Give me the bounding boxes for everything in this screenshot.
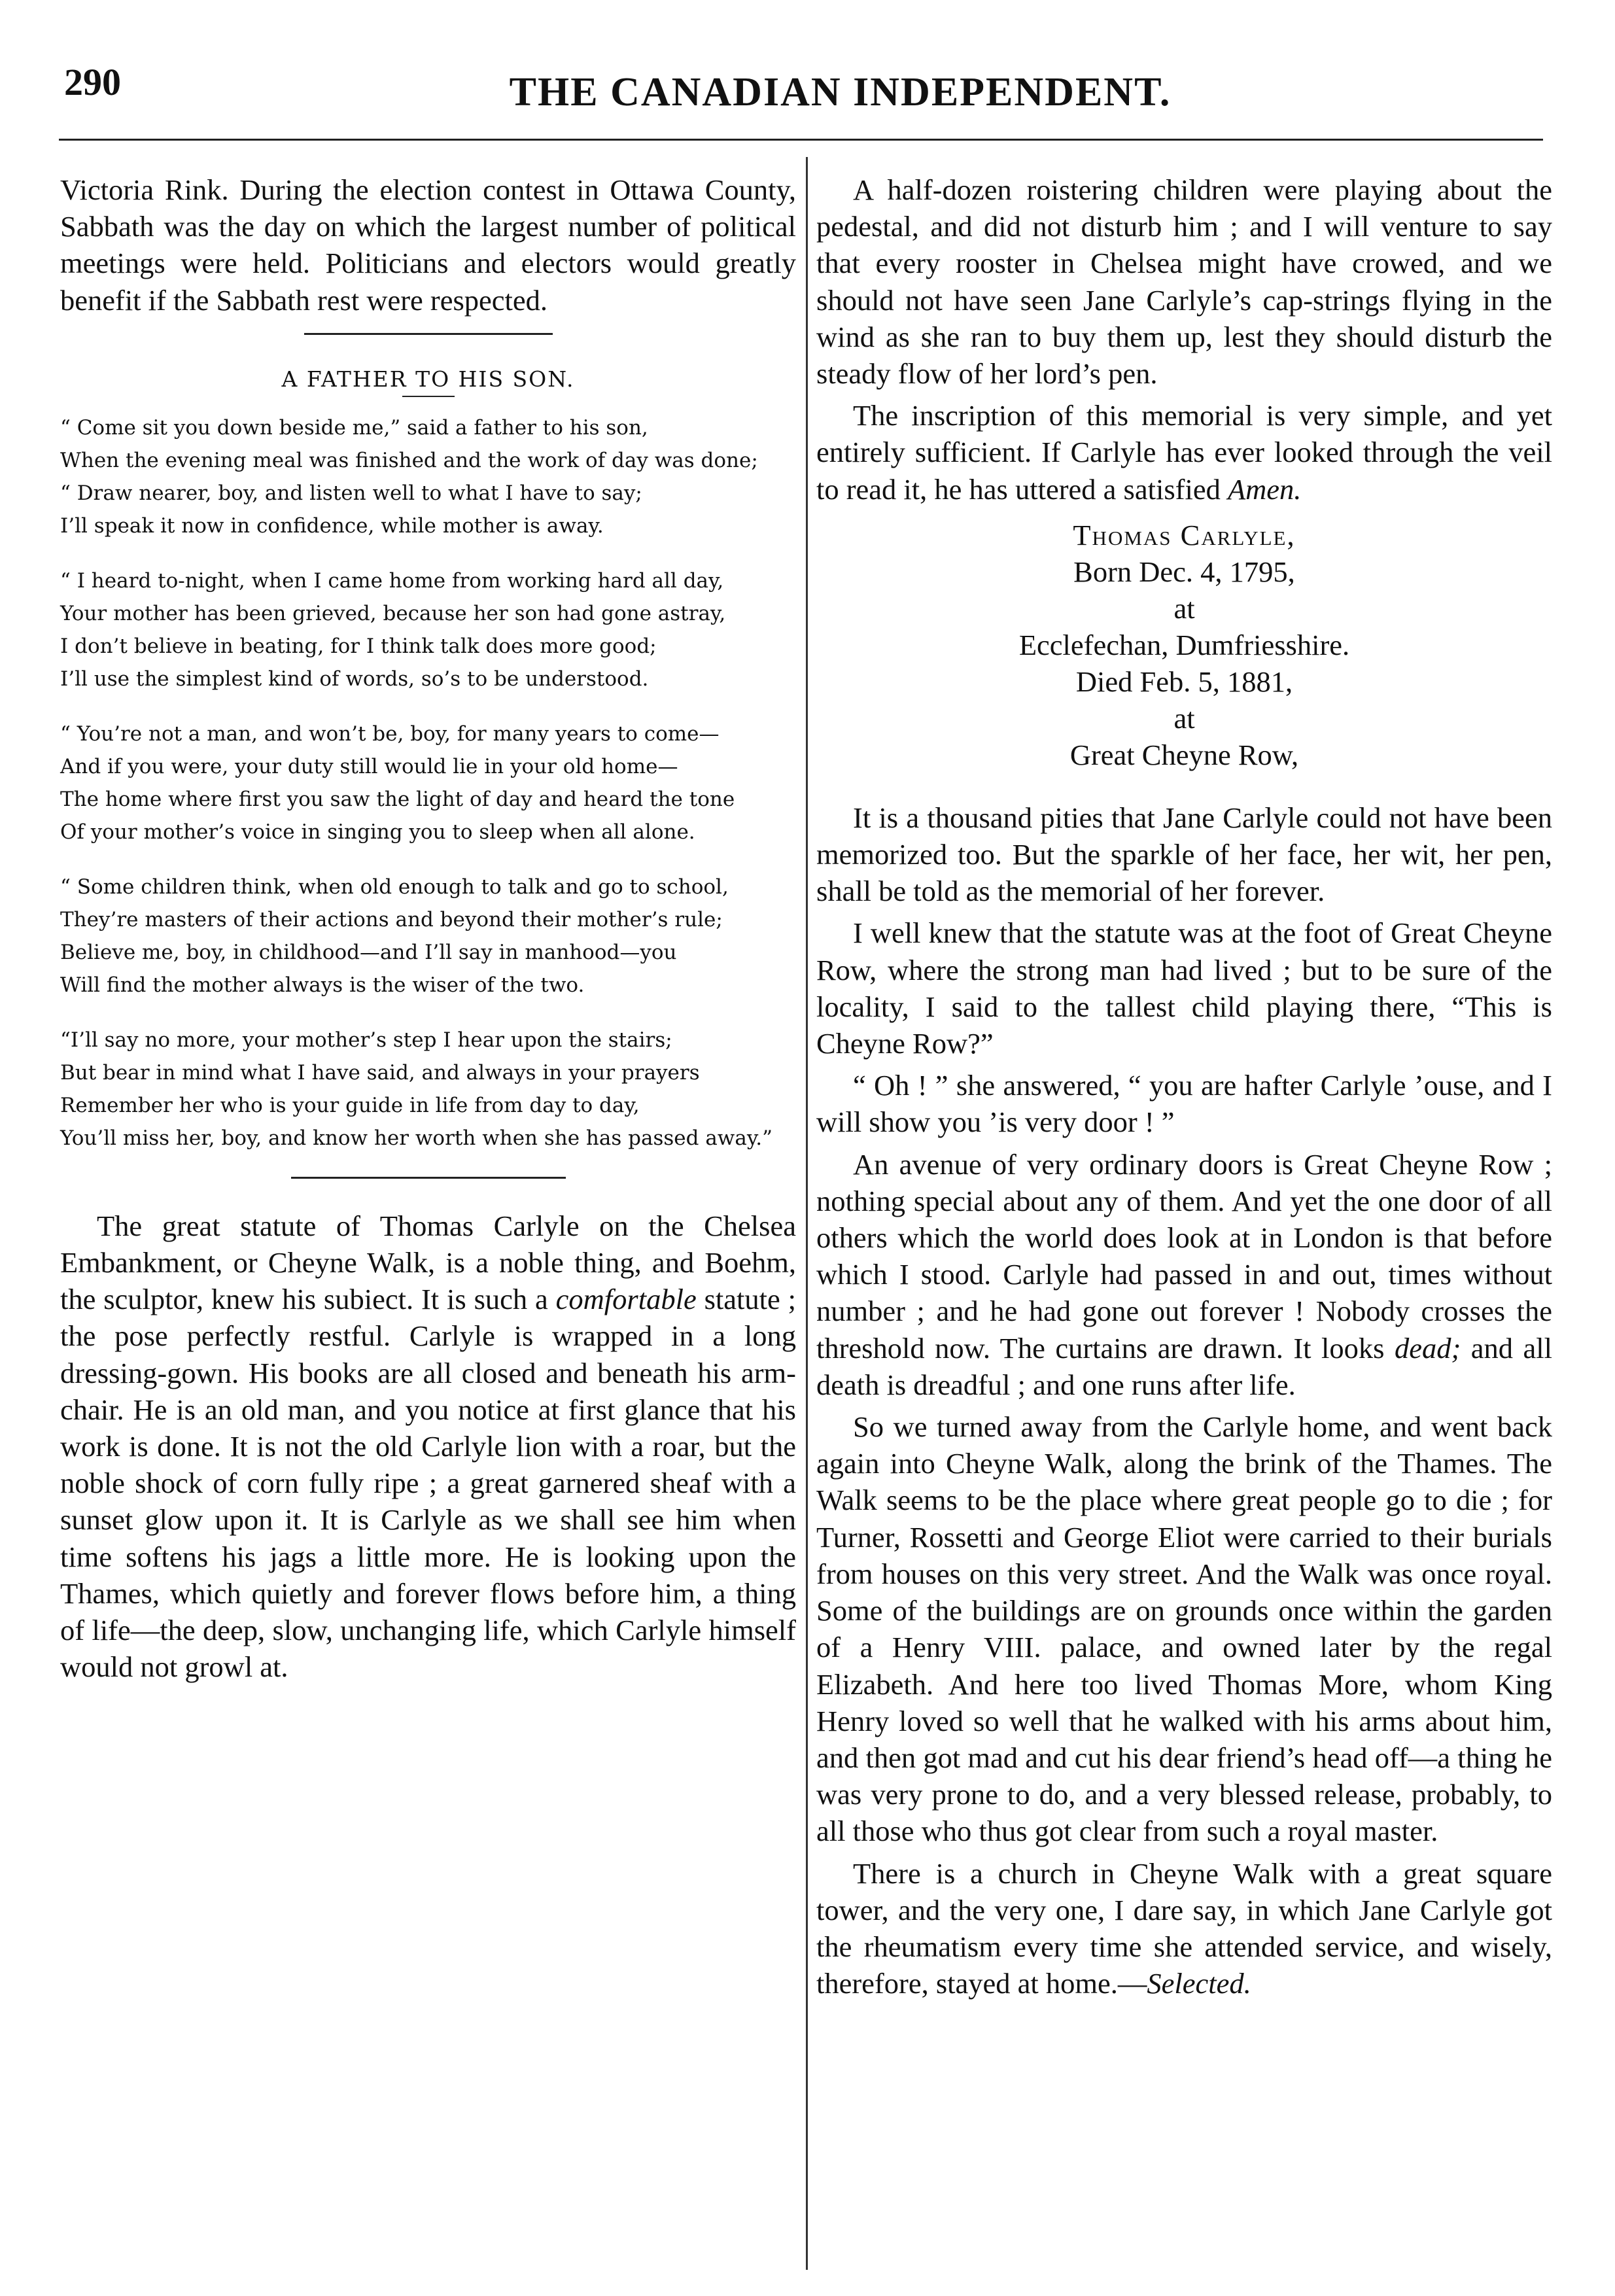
oh-paragraph: “ Oh ! ” she answered, “ you are hafter Carlyle ’ouse, and I will show you ’is very door ! ” (816, 1069, 1552, 1139)
verse-line: But bear in mind what I have said, and always in your prayers (60, 1060, 700, 1085)
italic-text: Selected. (1147, 1967, 1251, 2000)
italic-text: dead; (1394, 1331, 1461, 1365)
poem (60, 411, 796, 1155)
verse-line: Your mother has been grieved, because her son had gone astray, (60, 601, 726, 625)
knew-paragraph: I well knew that the statute was at the foot of Great Cheyne Row, where the strong man had lived ; but to be sure of the locality, I said to the tallest child playing there, “This is Cheyne Row?” (816, 916, 1552, 1060)
poem-stanza (60, 565, 796, 695)
verse-line: You’ll miss her, boy, and know her worth when she has passed away.” (60, 1126, 773, 1150)
church-paragraph (816, 1855, 1552, 2002)
verse-line: And if you were, your duty still would lie in your old home— (60, 754, 678, 778)
text-run: statute ; the pose perfectly restful. Carlyle is wrapped in a long dressing-gown. His books are all closed and beneath his arm-chair. He is an old man, and you notice at first glance that his work is done. It is not the old Carlyle lion with a roar, but the noble shock of corn fully ripe ; a great garnered sheaf with a sunset glow upon it. It is Carlyle as we shall see him when time softens his jags a little more. He is looking upon the Thames, which quietly and forever flows before him, a thing of life—the deep, slow, unchanging life, which Carlyle himself would not growl at. (60, 1283, 796, 1684)
memorial-line: Died Feb. 5, 1881, (1075, 665, 1293, 698)
memorial-inscription (816, 517, 1552, 773)
verse-line: I don’t believe in beating, for I think talk does more good; (60, 634, 657, 658)
title-rule (402, 396, 455, 397)
carlyle-statue-paragraph (60, 1208, 796, 1686)
verse-line: When the evening meal was finished and the work of day was done; (60, 448, 758, 472)
poem-stanza (60, 1024, 796, 1155)
text-run: The inscription of this memorial is very simple, and yet entirely sufficient. If Carlyle has ever looked through the veil to read it, he has uttered a satisfied (816, 399, 1552, 506)
running-title: THE CANADIAN INDEPENDENT. (509, 70, 1172, 114)
poem-title: A FATHER TO HIS SON. (281, 366, 575, 392)
right-column (816, 171, 1552, 2007)
verse-line: “ Draw nearer, boy, and listen well to what I have to say; (60, 481, 642, 505)
memorial-line: at (1173, 701, 1195, 735)
turned-paragraph: So we turned away from the Carlyle home, and went back again into Cheyne Walk, along the brink of the Thames. The Walk seems to be the place where great people go to die ; for Turner, Rossetti and George Eliot were carried to their burials from houses on this very street. And the Walk was once royal. Some of the buildings are on grounds once within the garden of a Henry VIII. palace, and owned later by the regal Elizabeth. And here too lived Thomas More, whom King Henry loved so well that he walked with his arms about him, and then got mad and cut his dear friend’s head off—a thing he was very prone to do, and a very blessed release, probably, to all those who thus got clear from such a royal master. (816, 1410, 1552, 1848)
text-run: An avenue of very ordinary doors is Great Cheyne Row ; nothing special about any of them. And yet the one door of all others which the world does look at in London is that before which I stood. Carlyle had passed in and out, times without number ; and he had gone out forever ! Nobody crosses the threshold now. The curtains are drawn. It looks (816, 1147, 1552, 1365)
text-run: and all death is dreadful ; and one runs after life. (816, 1331, 1552, 1401)
text-run: The great statute of Thomas Carlyle on the Chelsea Embankment, or Cheyne Walk, is a noble thing, and Boehm, the sculptor, knew his subiect. It is such a (60, 1209, 796, 1316)
verse-line: “ You’re not a man, and won’t be, boy, for many years to come— (60, 722, 720, 746)
memorial-line: Born Dec. 4, 1795, (1073, 555, 1295, 588)
intro-paragraph: Victoria Rink. During the election contest in Ottawa County, Sabbath was the day on which the largest number of political meetings were held. Politicians and electors would greatly benefit if the Sabbath rest were respected. (60, 173, 796, 317)
children-paragraph: A half-dozen roistering children were playing about the pedestal, and did not disturb him ; and I will venture to say that every rooster in Chelsea might have crowed, and we should not have seen Jane Carlyle’s cap-strings flying in the wind as she ran to buy them up, lest they should disturb the steady flow of her lord’s pen. (816, 173, 1552, 391)
memorial-line: Thomas Carlyle, (1073, 518, 1296, 551)
verse-line: Remember her who is your guide in life from day to day, (60, 1093, 640, 1117)
verse-line: “ Some children think, when old enough to talk and go to school, (60, 875, 729, 899)
header-rule (59, 139, 1543, 141)
verse-line: Believe me, boy, in childhood—and I’ll say in manhood—you (60, 940, 677, 964)
section-rule (291, 1177, 566, 1179)
verse-line: The home where first you saw the light of day and heard the tone (60, 787, 735, 811)
inscription-paragraph (816, 397, 1552, 508)
verse-line: Of your mother’s voice in singing you to sleep when all alone. (60, 820, 695, 844)
page-header (59, 60, 1543, 126)
memorial-line: Ecclefechan, Dumfriesshire. (1018, 628, 1350, 661)
poem-stanza (60, 871, 796, 1001)
text-run: There is a church in Cheyne Walk with a great square tower, and the very one, I dare say, in which Jane Carlyle got the rheumatism every time she attended service, and wisely, therefore, stayed at home.— (816, 1856, 1552, 2000)
memorial-line: at (1173, 591, 1195, 625)
column-divider (806, 157, 808, 2270)
poem-stanza (60, 718, 796, 848)
italic-text: comfortable (555, 1283, 697, 1316)
verse-line: “ Come sit you down beside me,” said a father to his son, (60, 415, 648, 440)
avenue-paragraph (816, 1146, 1552, 1403)
page-number: 290 (64, 61, 121, 103)
verse-line: “ I heard to-night, when I came home from working hard all day, (60, 568, 724, 593)
left-column (60, 171, 796, 1690)
pities-paragraph: It is a thousand pities that Jane Carlyle could not have been memorized too. But the sparkle of her face, her wit, her pen, shall be told as the memorial of her forever. (816, 801, 1552, 908)
section-rule (304, 333, 553, 335)
verse-line: They’re masters of their actions and beyond their mother’s rule; (60, 907, 723, 931)
memorial-line: Great Cheyne Row, (1069, 738, 1299, 771)
verse-line: “I’ll say no more, your mother’s step I hear upon the stairs; (60, 1028, 672, 1052)
verse-line: Will find the mother always is the wiser of the two. (60, 973, 585, 997)
poem-stanza (60, 411, 796, 542)
verse-line: I’ll use the simplest kind of words, so’s to be understood. (60, 667, 649, 691)
verse-line: I’ll speak it now in confidence, while mother is away. (60, 513, 604, 538)
italic-text: Amen. (1227, 472, 1302, 506)
